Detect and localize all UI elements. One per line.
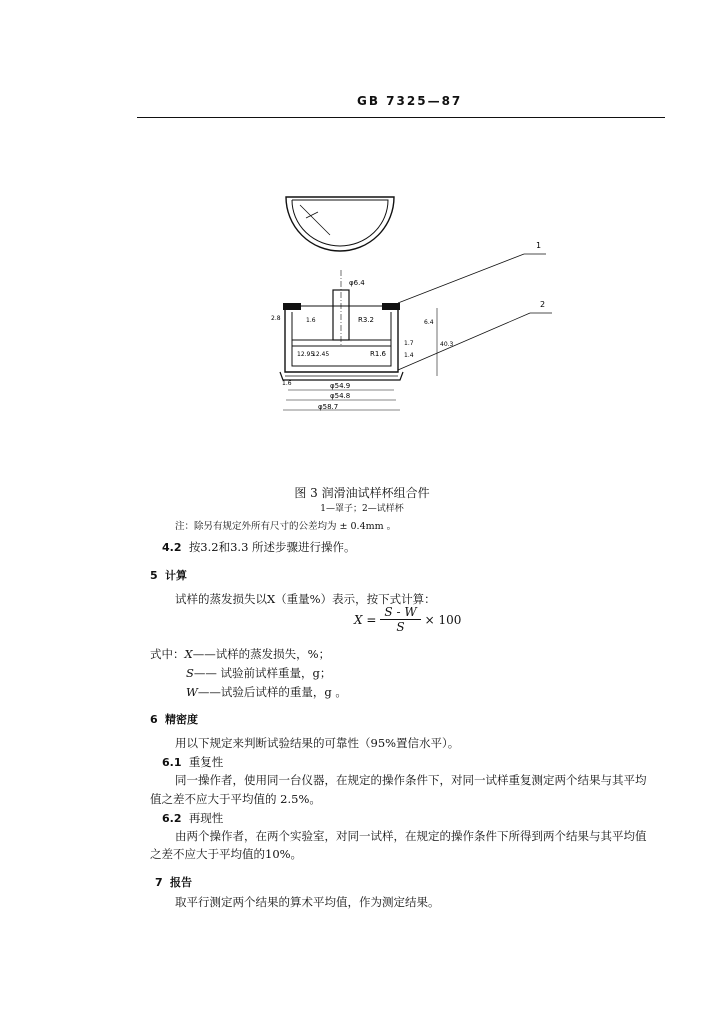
dim-inner: φ54.9 [330, 382, 351, 390]
cup-assembly-drawing [0, 0, 724, 480]
dim-b: 12.45 [312, 351, 330, 358]
section-6-2-line2: 之差不应大于平均值的10%。 [150, 847, 303, 861]
dim-top: φ6.4 [349, 279, 365, 287]
lid-rim-left [283, 303, 301, 310]
lid-rim-right [382, 303, 400, 310]
section-6-2-heading: 6.2 再现性 [162, 811, 224, 825]
where-line-1: 式中：X——试样的蒸发损失，%； [150, 647, 331, 661]
dim-left-top: 2.8 [271, 315, 281, 322]
section-5-intro: 试样的蒸发损失以X（重量%）表示，按下式计算： [175, 592, 436, 606]
section-6-1-heading: 6.1 重复性 [162, 755, 224, 769]
dim-r3: 6.4 [424, 319, 434, 326]
dim-r2: 1.4 [404, 352, 414, 359]
section-4-2: 4.2 按3.2和3.3 所述步骤进行操作。 [162, 540, 356, 554]
section-6-2-line1: 由两个操作者，在两个实验室，对同一试样，在规定的操作条件下所得到两个结果与其平均值 [175, 829, 647, 843]
dim-r1: 1.7 [404, 340, 414, 347]
section-6-heading: 6 精密度 [150, 713, 198, 726]
where-line-3: W——试验后试样的重量，g 。 [186, 685, 347, 699]
formula: X = $\frac{S - W}{S}$ × 100 [354, 605, 462, 634]
cover-outer-shape [286, 197, 394, 251]
dim-outer: φ58.7 [318, 403, 339, 411]
section-7-heading: 7 报告 [155, 876, 192, 889]
figure-legend: 1—罩子；2—试样杯 [320, 504, 404, 514]
callout-2: 2 [540, 300, 546, 309]
section-6-1-line2: 值之差不应大于平均值的 2.5%。 [150, 792, 321, 806]
dim-radius2: R1.6 [370, 350, 386, 358]
figure-note: 注：除另有规定外所有尺寸的公差均为 ± 0.4mm 。 [175, 521, 397, 532]
section-7-text: 取平行测定两个结果的算术平均值，作为测定结果。 [175, 895, 440, 909]
figure-caption: 图 3 润滑油试样杯组合件 [294, 486, 430, 500]
dim-radius: R3.2 [358, 316, 374, 324]
section-6-1-line1: 同一操作者，使用同一台仪器，在规定的操作条件下，对同一试样重复测定两个结果与其平均 [175, 773, 647, 787]
callout-1: 1 [536, 241, 542, 250]
section-6-intro: 用以下规定来判断试验结果的可靠性（95%置信水平）。 [175, 736, 460, 750]
where-line-2: S—— 试验前试样重量，g； [186, 666, 332, 680]
dim-c: 1.6 [282, 380, 292, 387]
cup-outer-wall [285, 306, 398, 372]
dim-left-mid: 1.6 [306, 317, 316, 324]
dim-mid: φ54.8 [330, 392, 351, 400]
page-header: GB 7325—87 [357, 94, 463, 108]
section-5-heading: 5 计算 [150, 569, 187, 582]
dim-r4: 40.3 [440, 341, 454, 348]
dim-a: 12.95 [297, 351, 315, 358]
